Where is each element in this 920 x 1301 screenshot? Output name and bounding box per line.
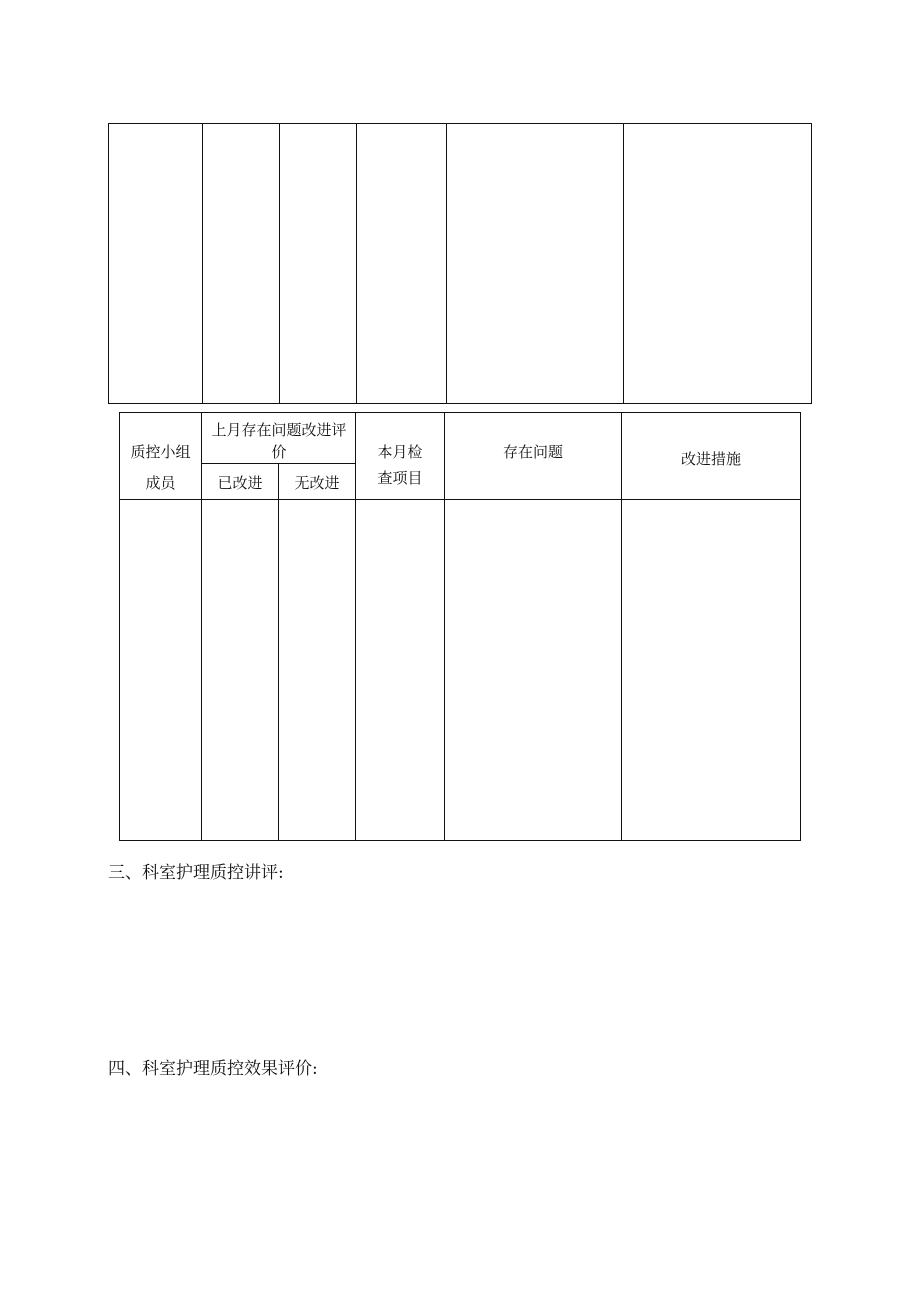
table-border-bottom [119, 840, 801, 841]
col-divider [444, 412, 445, 841]
col-divider [278, 463, 279, 841]
section-three-heading: 三、科室护理质控讲评: [108, 863, 284, 883]
table-border-right [800, 412, 801, 841]
header-not-improved: 无改进 [294, 474, 340, 492]
top-table-border-right [811, 123, 812, 404]
header-measures: 改进措施 [680, 450, 741, 468]
col-divider [621, 412, 622, 841]
section-four-heading: 四、科室护理质控效果评价: [108, 1059, 318, 1079]
top-table-col-divider [446, 123, 447, 404]
top-table-border-bottom [108, 403, 812, 404]
top-table-border-top [108, 123, 812, 124]
top-table-col-divider [356, 123, 357, 404]
top-table-col-divider [279, 123, 280, 404]
header-divider [119, 499, 801, 500]
header-last-month-evaluation: 上月存在问题改进评 [211, 421, 347, 439]
header-member-line1: 质控小组 [130, 443, 191, 461]
top-table-border-left [108, 123, 109, 404]
header-member-line2: 成员 [145, 474, 176, 492]
table-border-top [119, 412, 801, 413]
header-problems: 存在问题 [502, 443, 563, 461]
top-table-col-divider [623, 123, 624, 404]
top-table-col-divider [202, 123, 203, 404]
header-check-items-line2: 查项目 [377, 469, 423, 487]
header-improved: 已改进 [217, 474, 263, 492]
header-last-month-evaluation-wrap: 价 [271, 443, 287, 461]
header-check-items-line1: 本月检 [377, 443, 423, 461]
